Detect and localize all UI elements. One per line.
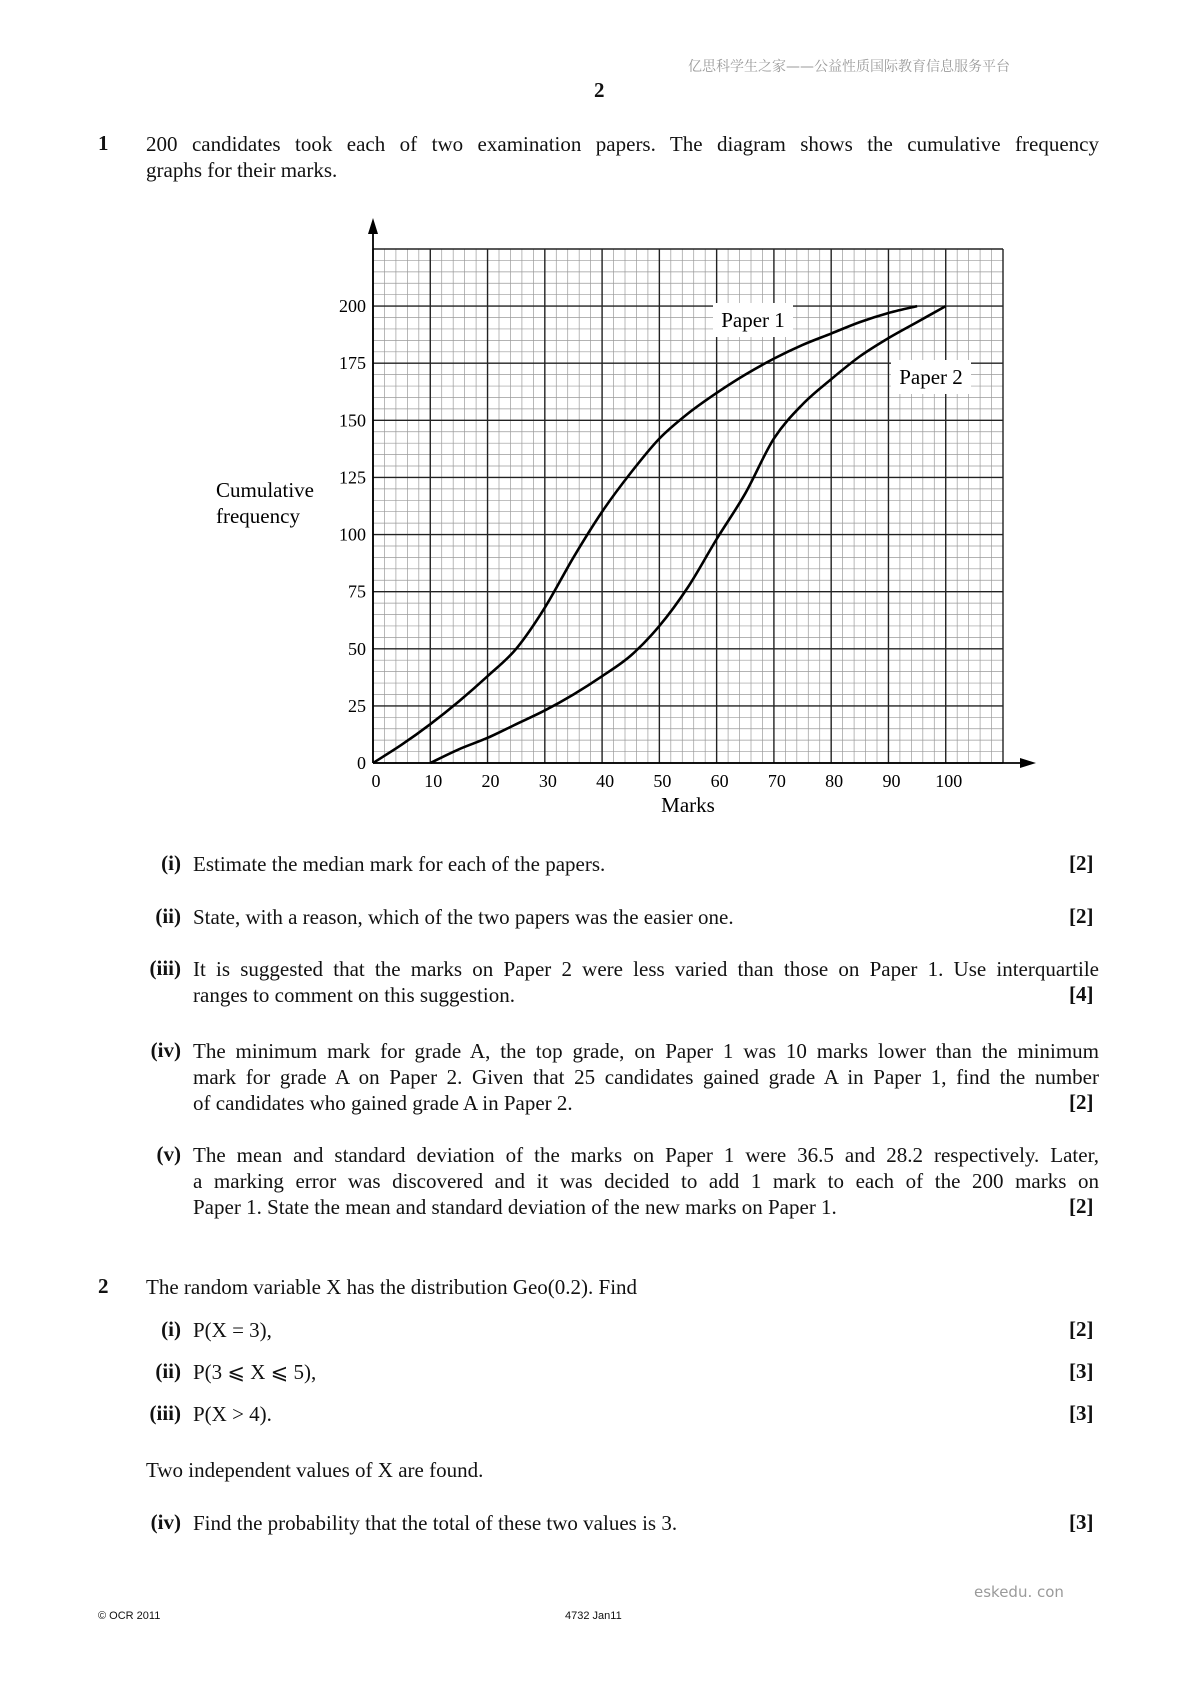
x-tick-label: 50 xyxy=(653,771,672,791)
question-2-part-label: (i) xyxy=(161,1317,181,1341)
question-2-part-iv-marks: [3] xyxy=(1069,1510,1094,1534)
x-tick-label: 30 xyxy=(538,771,557,791)
question-1-part-line: It is suggested that the marks on Paper 2 were less varied than those on Paper 1. Use interquartile xyxy=(193,957,1099,981)
question-1-part-line: ranges to comment on this suggestion. xyxy=(193,983,515,1007)
x-tick-label: 60 xyxy=(710,771,729,791)
series-label: Paper 1 xyxy=(721,308,785,332)
y-axis-label-line: Cumulative xyxy=(216,478,314,502)
y-tick-label: 175 xyxy=(339,353,366,374)
question-1-part-marks: [4] xyxy=(1069,982,1094,1006)
top-watermark: 亿思科学生之家——公益性质国际教育信息服务平台 xyxy=(688,59,1010,75)
question-2-part-marks: [3] xyxy=(1069,1401,1094,1425)
bottom-watermark: eskedu. con xyxy=(974,1583,1064,1601)
question-1-part-line: Paper 1. State the mean and standard deviation of the new marks on Paper 1. xyxy=(193,1195,837,1219)
y-tick-label: 25 xyxy=(348,695,366,716)
question-2-part-label: (iii) xyxy=(149,1401,181,1425)
x-tick-label: 20 xyxy=(481,771,500,791)
x-tick-label: 90 xyxy=(882,771,901,791)
series-labels xyxy=(713,303,971,394)
question-1-part-text xyxy=(193,1038,1099,1116)
question-1-part-line: of candidates who gained grade A in Paper 2. xyxy=(193,1091,573,1115)
footer-exam-code: 4732 Jan11 xyxy=(565,1610,622,1622)
y-tick-label: 150 xyxy=(339,410,366,431)
question-1-part-marks: [2] xyxy=(1069,904,1094,928)
question-1-part-text xyxy=(193,1142,1099,1220)
x-axis-label: Marks xyxy=(661,793,715,817)
question-1-intro-line-2: graphs for their marks. xyxy=(146,158,338,182)
question-1-part-line: The minimum mark for grade A, the top grade, on Paper 1 was 10 marks lower than the minimum xyxy=(193,1039,1099,1063)
question-1-part-label: (iv) xyxy=(150,1038,181,1062)
question-1-part-line: Estimate the median mark for each of the papers. xyxy=(193,852,606,876)
cumulative-frequency-chart xyxy=(0,0,1190,840)
y-axis-label-line: frequency xyxy=(216,504,300,528)
question-2-number: 2 xyxy=(98,1274,109,1298)
question-2-part-text: P(3 ⩽ X ⩽ 5), xyxy=(193,1360,317,1384)
x-tick-label: 80 xyxy=(825,771,844,791)
question-2-part-text: P(X > 4). xyxy=(193,1402,272,1426)
question-2-part-iv-label: (iv) xyxy=(150,1510,181,1534)
question-1-part-label: (ii) xyxy=(155,904,181,928)
question-1-part-line: The mean and standard deviation of the marks on Paper 1 were 36.5 and 28.2 respectively. Later, xyxy=(193,1143,1099,1167)
question-2-intro: The random variable X has the distribution Geo(0.2). Find xyxy=(146,1275,638,1299)
question-1-part-label: (iii) xyxy=(149,956,181,980)
x-axis-arrow xyxy=(1020,758,1036,768)
x-tick-label: 0 xyxy=(371,771,381,791)
question-1-number: 1 xyxy=(98,131,109,155)
x-tick-label: 10 xyxy=(424,771,443,791)
y-tick-label: 125 xyxy=(339,467,366,488)
y-tick-label: 0 xyxy=(357,753,366,773)
question-1-part-marks: [2] xyxy=(1069,1090,1094,1114)
question-1-part-line: State, with a reason, which of the two papers was the easier one. xyxy=(193,905,734,929)
x-tick-label: 100 xyxy=(935,771,963,791)
question-1-part-marks: [2] xyxy=(1069,1194,1094,1218)
question-1-part-marks: [2] xyxy=(1069,851,1094,875)
x-tick-label: 40 xyxy=(596,771,615,791)
y-tick-label: 50 xyxy=(348,638,366,659)
question-2-part-marks: [2] xyxy=(1069,1317,1094,1341)
question-1-part-text xyxy=(193,851,1099,877)
question-1-part-line: mark for grade A on Paper 2. Given that 25 candidates gained grade A in Paper 1, find the number xyxy=(193,1065,1099,1089)
footer-copyright: © OCR 2011 xyxy=(98,1610,161,1622)
series-label: Paper 2 xyxy=(899,365,963,389)
question-1-intro-line-1: 200 candidates took each of two examination papers. The diagram shows the cumulative frequency xyxy=(146,132,1099,156)
question-2-part-text: P(X = 3), xyxy=(193,1318,272,1342)
question-1-part-text xyxy=(193,904,1099,930)
question-2-part-marks: [3] xyxy=(1069,1359,1094,1383)
question-2-part-iv-text: Find the probability that the total of these two values is 3. xyxy=(193,1511,678,1535)
y-tick-label: 75 xyxy=(348,581,366,602)
page-number: 2 xyxy=(594,78,605,102)
question-1-part-label: (i) xyxy=(161,851,181,875)
y-tick-label: 100 xyxy=(339,524,366,545)
question-2-part-label: (ii) xyxy=(155,1359,181,1383)
question-1-part-label: (v) xyxy=(156,1142,181,1166)
question-1-part-line: a marking error was discovered and it was decided to add 1 mark to each of the 200 marks on xyxy=(193,1169,1099,1193)
axes xyxy=(368,218,1036,768)
question-2-middle-text: Two independent values of X are found. xyxy=(146,1458,484,1482)
tick-labels xyxy=(339,296,962,791)
y-axis-arrow xyxy=(368,218,378,234)
question-1-part-text xyxy=(193,956,1099,1008)
x-tick-label: 70 xyxy=(767,771,786,791)
y-tick-label: 200 xyxy=(339,296,366,317)
